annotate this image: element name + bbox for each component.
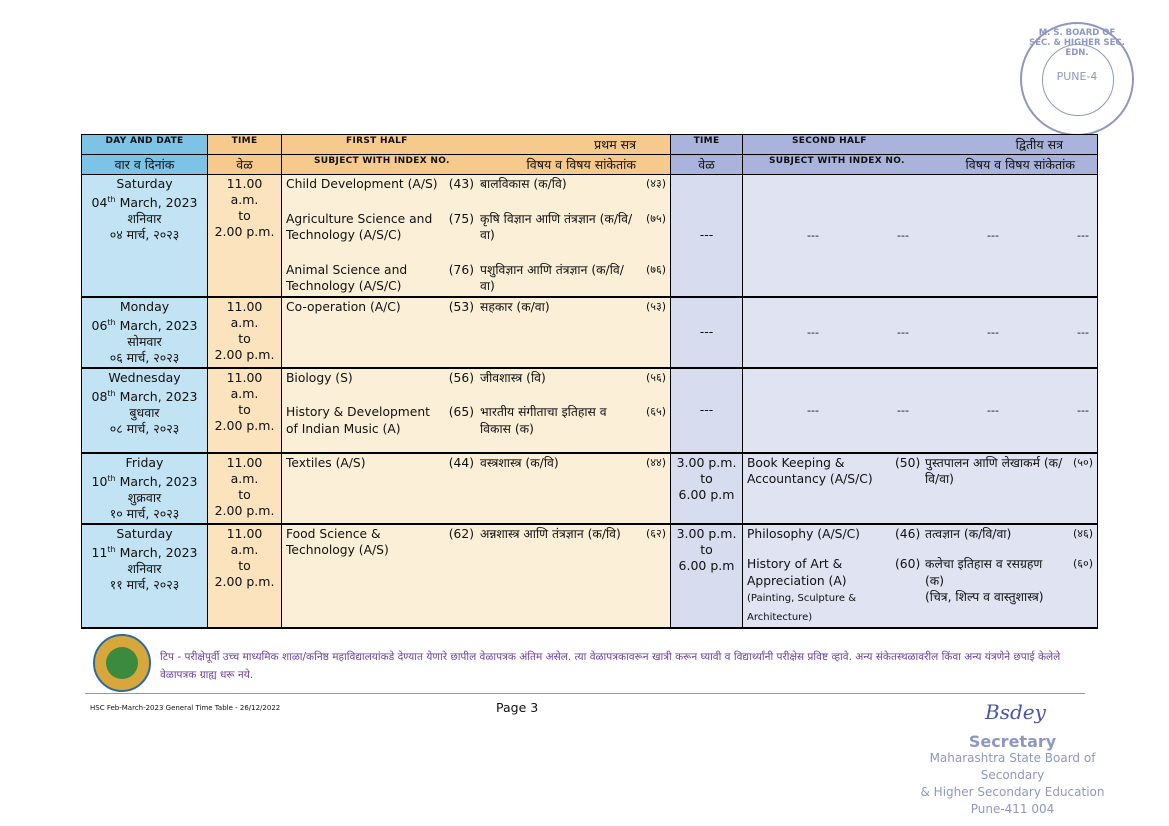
time-header: TIME [208, 135, 282, 155]
board-line-1: Maharashtra State Board of Secondary [929, 751, 1096, 782]
day-name: Saturday [116, 176, 173, 191]
day-cell: Wednesday 08th March, 2023 बुधवार ०८ मार्च, २०२३ [82, 368, 208, 453]
doc-id: HSC Feb-March-2023 General Time Table - 26/12/2022 [90, 704, 281, 712]
day-header-mr: वार व दिनांक [82, 155, 208, 175]
time-cell: 11.00 a.m. to 2.00 p.m. [208, 297, 282, 368]
table-row [82, 524, 1098, 629]
stamp-ring-text: M. S. BOARD OF SEC. & HIGHER SEC. EDN. [1029, 28, 1125, 58]
divider [85, 693, 1085, 694]
day-name-mr: शनिवार [127, 211, 162, 227]
first-half-cell [282, 368, 671, 453]
second-half-cell: --- --- --- --- [743, 297, 1098, 368]
second-half-mr: द्वितीय सत्र [1015, 137, 1063, 152]
table-row [82, 368, 1098, 453]
table-row [82, 297, 1098, 368]
time-cell: 11.00 a.m. to 2.00 p.m. [208, 524, 282, 629]
day-header: DAY AND DATE [82, 135, 208, 155]
stamp-city: PUNE-4 [1056, 70, 1098, 83]
subject2-header [743, 155, 1098, 175]
board-line-3: Pune-411 004 [970, 802, 1055, 816]
subject-entry: Agriculture Science and Technology (A/S/C) (75) कृषि विज्ञान आणि तंत्रज्ञान (क/वि/वा) (७५) [286, 211, 666, 242]
time2-cell: --- [671, 368, 743, 453]
board-logo [93, 634, 151, 692]
secretary-block [900, 733, 1125, 818]
second-half-en: SECOND HALF [792, 136, 867, 146]
day-cell: Friday 10th March, 2023 शुक्रवार १० मार्च, २०२३ [82, 453, 208, 524]
time2-header-mr: वेळ [671, 155, 743, 175]
subject-header [282, 155, 671, 175]
second-half-cell: --- --- --- --- [743, 368, 1098, 453]
first-half-mr: प्रथम सत्र [594, 137, 636, 152]
footer-note [89, 628, 1089, 690]
secretary-title: Secretary [968, 732, 1057, 751]
note-text: टिप - परीक्षेपूर्वी उच्च माध्यमिक शाळा/कनिष्ठ महाविद्यालयांकडे देण्यात येणारे छापील वेळापत्रक अंतिम असेल. त्या वेळापत्रकावरून खात्री करून घ्यावी व विद्यार्थ्यांनी परीक्षेस प्रविष्ट व्हावे. अन्य संकेतस्थळावरील किंवा अन्य यंत्रणेने छपाई केलेले वेळापत्रक ग्राह्य धरू नये. [160, 651, 1061, 681]
date-line: 04th March, 2023 [91, 195, 198, 211]
time-cell: 11.00 a.m. to 2.00 p.m. [208, 175, 282, 297]
time2-cell: 3.00 p.m. to 6.00 p.m [671, 453, 743, 524]
subject-header-mr: विषय व विषय सांकेतांक [526, 157, 636, 172]
time-cell: 11.00 a.m. to 2.00 p.m. [208, 453, 282, 524]
time-cell: 11.00 a.m. to 2.00 p.m. [208, 368, 282, 453]
subject-entry: Animal Science and Technology (A/S/C) (76) पशुविज्ञान आणि तंत्रज्ञान (क/वि/वा) (७६) [286, 262, 666, 293]
day-cell: Saturday 11th March, 2023 शनिवार ११ मार्च, २०२३ [82, 524, 208, 629]
time2-cell: --- [671, 297, 743, 368]
first-half-en: FIRST HALF [346, 136, 408, 146]
board-line-2: & Higher Secondary Education [920, 785, 1105, 799]
second-half-header [743, 135, 1098, 155]
time2-header: TIME [671, 135, 743, 155]
subject-entry: Biology (S) (56) जीवशास्त्र (वि) (५६) [286, 370, 666, 385]
second-half-cell [743, 453, 1098, 524]
subject-entry: Child Development (A/S) (43) बालविकास (क/वि) (४३) [286, 177, 666, 191]
signature: Bsdey [985, 700, 1046, 724]
time-header-mr: वेळ [208, 155, 282, 175]
time2-cell: 3.00 p.m. to 6.00 p.m [671, 524, 743, 629]
subject-entry: Philosophy (A/S/C) (46) तत्वज्ञान (क/वि/वा) (४६) [747, 526, 1093, 541]
second-half-cell: --- --- --- --- [743, 175, 1098, 297]
subject-entry: History & Development of Indian Music (A) (65) भारतीय संगीताचा इतिहास व विकास (क) (६५) [286, 405, 666, 436]
date-mr: ०४ मार्च, २०२३ [109, 227, 180, 243]
time2-cell: --- [671, 175, 743, 297]
subject-entry: Book Keeping & Accountancy (A/S/C) (50) पुस्तपालन आणि लेखाकर्म (क/वि/वा) (५०) [747, 455, 1093, 487]
subject2-header-en: SUBJECT WITH INDEX NO. [769, 156, 905, 166]
second-half-cell [743, 524, 1098, 629]
board-stamp [1020, 22, 1134, 136]
subject-entry: History of Art & Appreciation (A) (Painting, Sculpture & Architecture) (60) कलेचा इतिहास व रसग्रहण (क) (चित्र, शिल्प व वास्तुशास्त्र) (६०) [747, 557, 1093, 623]
time-table [81, 134, 1098, 629]
first-half-header [282, 135, 671, 155]
first-half-cell [282, 524, 671, 629]
subject-entry: Co-operation (A/C) (53) सहकार (क/वा) (५३) [286, 299, 666, 314]
first-half-cell [282, 453, 671, 524]
subject-entry: Food Science & Technology (A/S) (62) अन्नशास्त्र आणि तंत्रज्ञान (क/वि) (६२) [286, 526, 666, 558]
table-row [82, 453, 1098, 524]
day-cell: Monday 06th March, 2023 सोमवार ०६ मार्च, २०२३ [82, 297, 208, 368]
subject-header-en: SUBJECT WITH INDEX NO. [314, 156, 450, 166]
first-half-cell [282, 175, 671, 297]
day-cell [82, 175, 208, 297]
subject2-header-mr: विषय व विषय सांकेतांक [965, 157, 1075, 172]
subject-entry: Textiles (A/S) (44) वस्त्रशास्त्र (क/वि) (४४) [286, 455, 666, 470]
table-row [82, 175, 1098, 297]
first-half-cell [282, 297, 671, 368]
page-number: Page 3 [496, 700, 539, 715]
